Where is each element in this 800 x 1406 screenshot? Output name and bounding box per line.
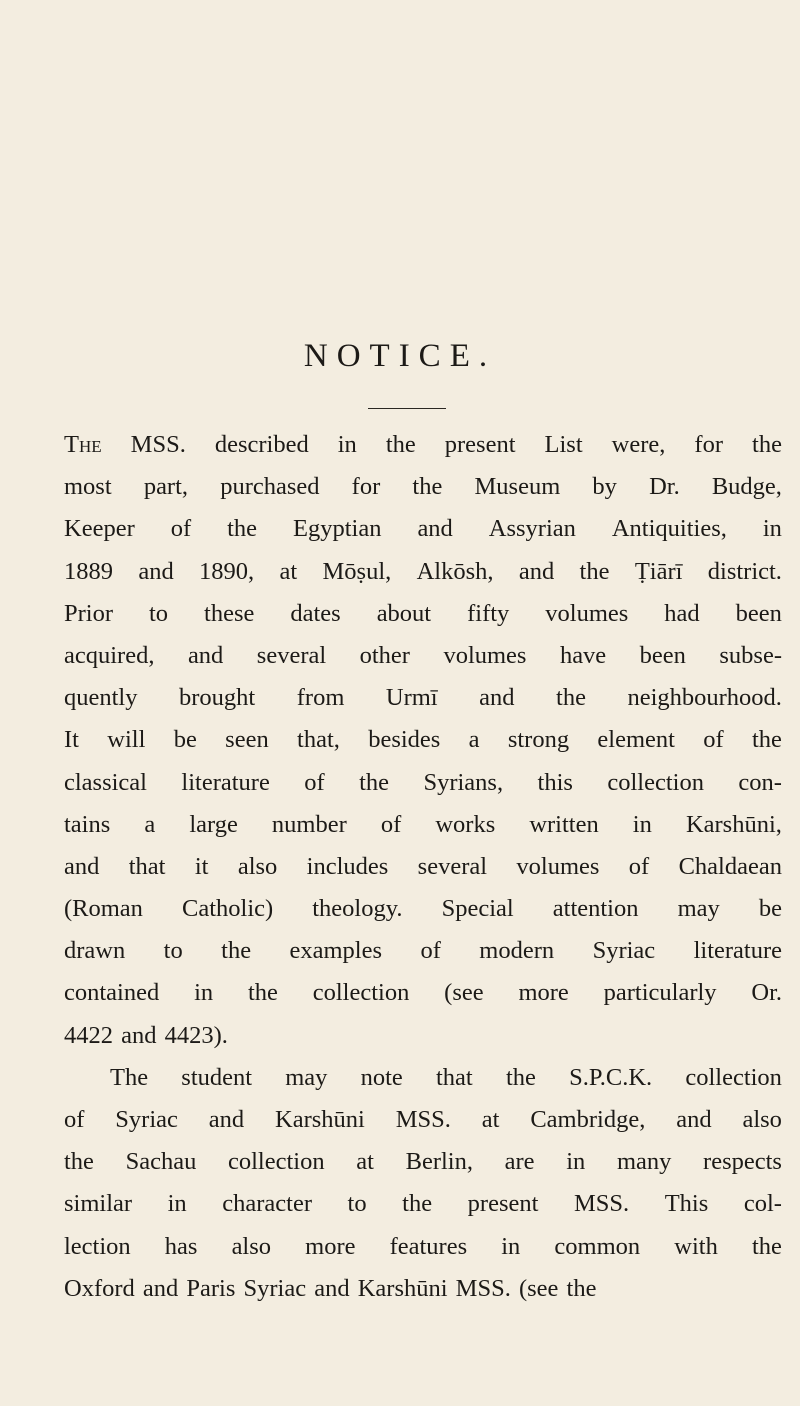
text-line: contained in the collection (see more particularly Or. — [64, 979, 782, 1007]
text-line: lection has also more features in common with the — [64, 1232, 782, 1260]
text-line: The student may note that the S.P.C.K. collection — [110, 1063, 782, 1091]
paragraph — [64, 1057, 782, 1310]
text-line: acquired, and several other volumes have been subse- — [64, 641, 782, 669]
text-line: Prior to these dates about fifty volumes had been — [64, 599, 782, 627]
text-line: tains a large number of works written in Karshūni, — [64, 810, 782, 838]
page-title: NOTICE. — [303, 338, 497, 374]
text-line: similar in character to the present MSS. This col- — [64, 1190, 782, 1218]
notice-body — [64, 424, 782, 1310]
text-line: 4422 and 4423). — [64, 1021, 228, 1049]
paragraph — [64, 424, 782, 1057]
text-line: the Sachau collection at Berlin, are in many respects — [64, 1148, 782, 1176]
text-line: Oxford and Paris Syriac and Karshūni MSS. (see the — [64, 1274, 597, 1302]
text-line: and that it also includes several volumes of Chaldaean — [64, 852, 782, 880]
text-line: 1889 and 1890, at Mōṣul, Alkōsh, and the Ṭiārī district. — [64, 557, 782, 585]
text-line: Keeper of the Egyptian and Assyrian Antiquities, in — [64, 515, 782, 543]
text-line: most part, purchased for the Museum by Dr. Budge, — [64, 473, 782, 501]
text-line: (Roman Catholic) theology. Special attention may be — [64, 895, 782, 923]
text-line: The MSS. described in the present List were, for the — [64, 431, 782, 458]
text-line: drawn to the examples of modern Syriac literature — [64, 937, 782, 965]
text-line: quently brought from Urmī and the neighbourhood. — [64, 684, 782, 712]
text-line: of Syriac and Karshūni MSS. at Cambridge, and also — [64, 1106, 782, 1133]
text-line: It will be seen that, besides a strong element of the — [64, 726, 782, 754]
text-line: classical literature of the Syrians, this collection con- — [64, 768, 782, 796]
title-divider — [368, 408, 446, 409]
